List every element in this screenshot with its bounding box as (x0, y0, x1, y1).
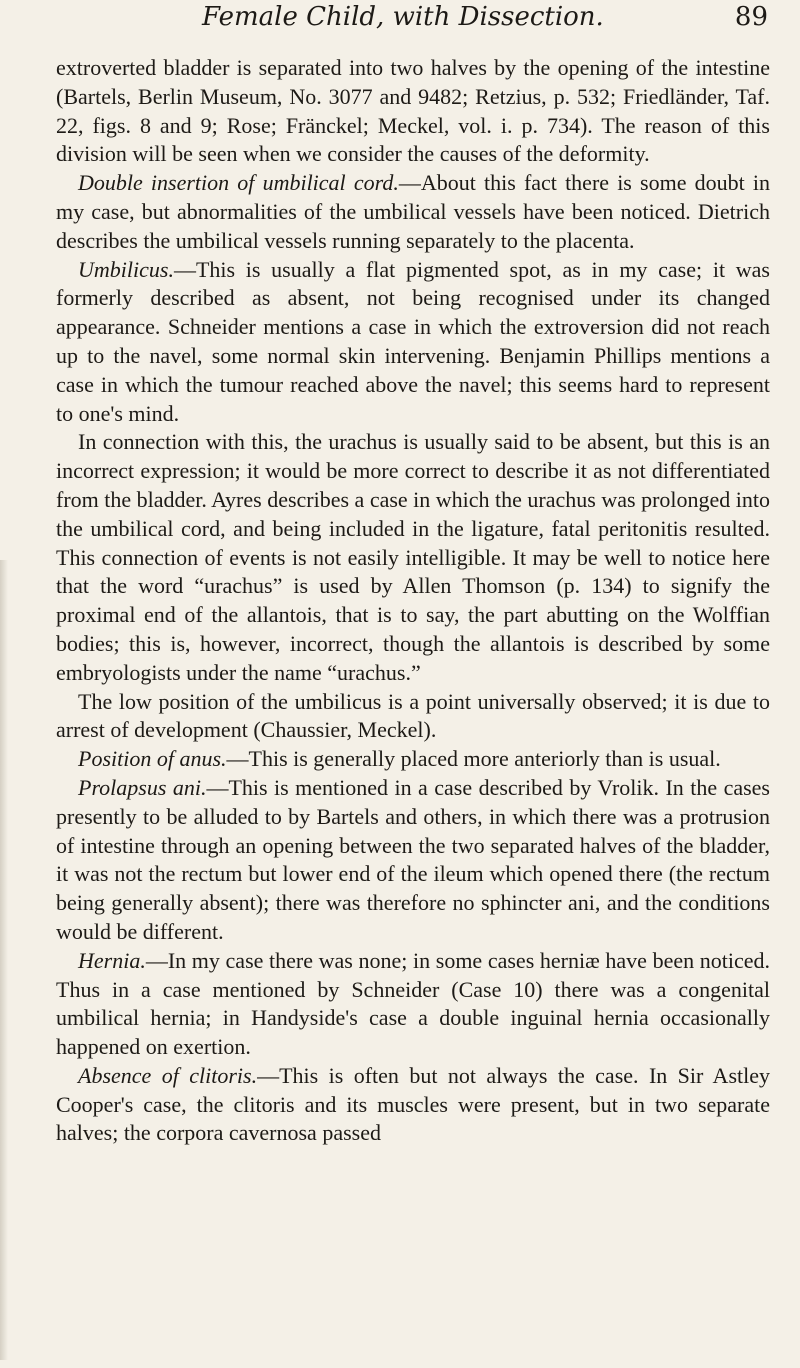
paragraph (56, 947, 770, 1062)
paragraph-heading: Double insertion of umbilical cord. (78, 170, 399, 196)
paragraph-text: extroverted bladder is separated into two halves by the opening of the intestine (Bartels, Berlin Museum, No. 3077 and 9482; Retzius, p. 532; Friedländer, Taf. 22, figs. 8 and 9; Rose; Fränckel; Meckel, vol. i. p. 734). The reason of this division will be seen when we consider the causes of the deformity. (56, 55, 770, 167)
page-edge-shadow (0, 560, 8, 1360)
paragraph (56, 745, 770, 774)
paragraph-heading: Umbilicus. (78, 256, 174, 282)
paragraph (56, 1062, 770, 1148)
paragraph-text: In connection with this, the urachus is usually said to be absent, but this is an incorrect expression; it would be more correct to describe it as not differentiated from the bladder. Ayres describes a case in which the urachus was prolonged into the umbilical cord, and being included in the ligature, fatal peritonitis resulted. This connection of events is not easily intelligible. It may be well to notice here that the word “urachus” is used by Allen Thomson (p. 134) to signify the proximal end of the allantois, that is to say, the part abutting on the Wolffian bodies; this is, however, incorrect, though the allantois is described by some embryologists under the name “urachus.” (56, 429, 770, 685)
paragraph-heading: Absence of clitoris. (78, 1062, 258, 1088)
paragraph-text: —This is mentioned in a case described by Vrolik. In the cases presently to be alluded to by Bartels and others, in which there was a protrusion of intestine through an opening between the two separated halves of the bladder, it was not the rectum but lower end of the ileum which opened there (the rectum being generally absent); there was therefore no sphincter ani, and the conditions would be different. (56, 774, 770, 944)
paragraph-heading: Prolapsus ani. (78, 774, 207, 800)
paragraph-text: —In my case there was none; in some cases herniæ have been noticed. Thus in a case mentioned by Schneider (Case 10) there was a congenital umbilical hernia; in Handyside's case a double inguinal hernia occasionally happened on exertion. (56, 947, 770, 1060)
page-number: 89 (734, 2, 768, 32)
paragraph-heading: Position of anus. (78, 746, 227, 772)
paragraph (56, 774, 770, 947)
running-head (62, 2, 768, 42)
paragraph-text: —This is generally placed more anteriorly than is usual. (226, 746, 721, 772)
paragraph-text: —This is often but not always the case. In Sir Astley Cooper's case, the clitoris and its muscles were present, but in two separate halves; the corpora cavernosa passed (56, 1062, 770, 1146)
paragraph (56, 428, 770, 687)
paragraph (56, 54, 770, 169)
paragraph-text: —This is usually a flat pigmented spot, as in my case; it was formerly described as absent, not being recognised under its changed appearance. Schneider mentions a case in which the extroversion did not reach up to the navel, some normal skin intervening. Benjamin Phillips mentions a case in which the tumour reached above the navel; this seems hard to represent to one's mind. (56, 256, 770, 426)
running-head-title: Female Child, with Dissection. (202, 2, 604, 32)
paragraph (56, 256, 770, 429)
paragraph-text: —About this fact there is some doubt in my case, but abnormalities of the umbilical vessels have been noticed. Dietrich describes the umbilical vessels running separately to the placenta. (56, 170, 770, 253)
paragraph (56, 169, 770, 255)
paragraph (56, 688, 770, 746)
paragraph-heading: Hernia. (78, 947, 146, 973)
paragraph-text: The low position of the umbilicus is a point universally observed; it is due to arrest of development (Chaussier, Meckel). (56, 688, 770, 743)
body-text (56, 54, 770, 1148)
